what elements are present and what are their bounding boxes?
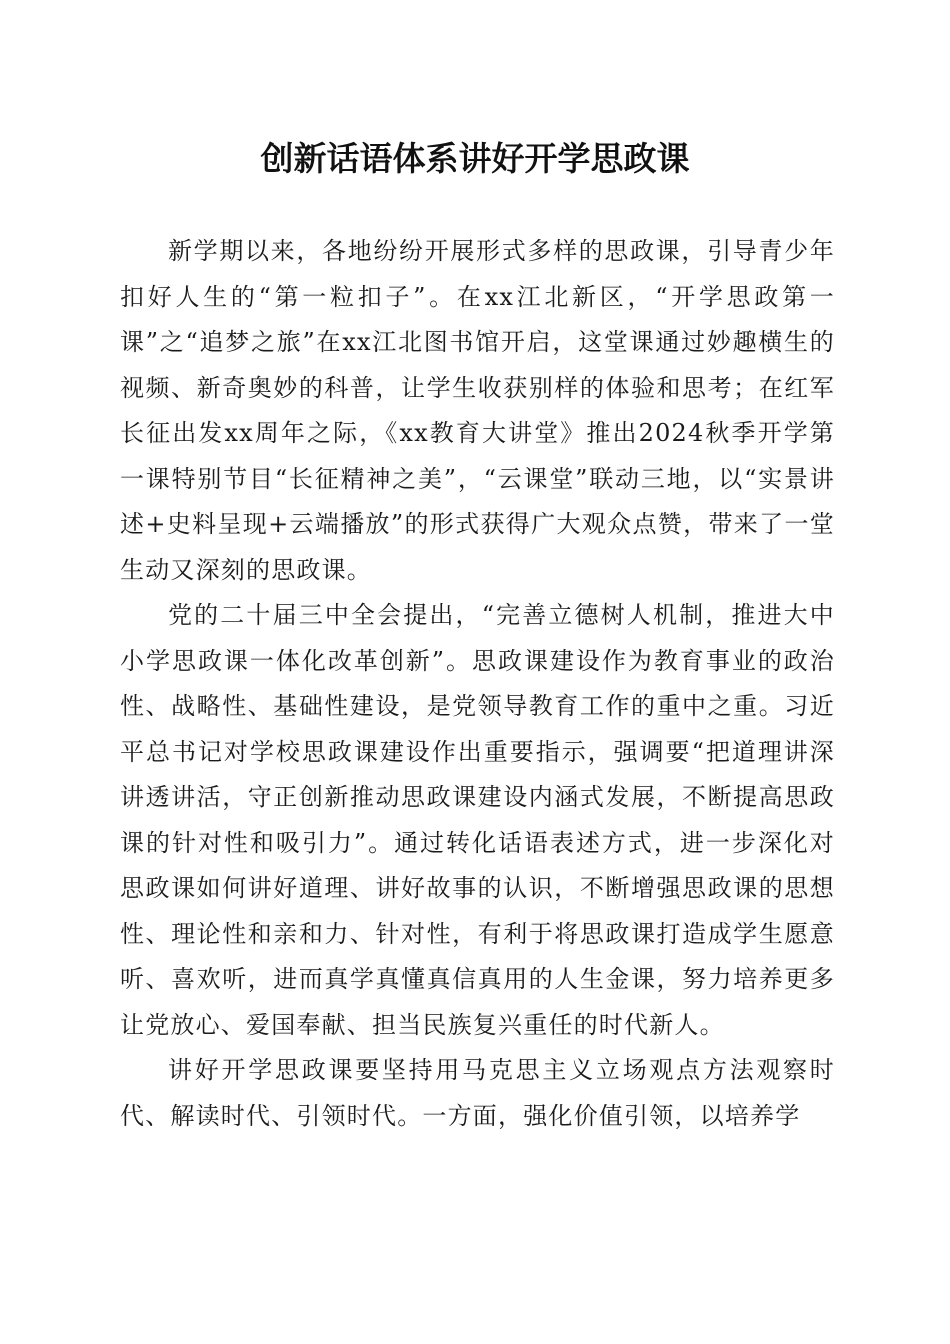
document-body: [120, 229, 835, 1139]
paragraph-1: 新学期以来，各地纷纷开展形式多样的思政课，引导青少年扣好人生的“第一粒扣子”。在xx江北新区，“开学思政第一课”之“追梦之旅”在xx江北图书馆开启，这堂课通过妙趣横生的视频、新奇奥妙的科普，让学生收获别样的体验和思考；在红军长征出发xx周年之际，《xx教育大讲堂》推出2024秋季开学第一课特别节目“长征精神之美”，“云课堂”联动三地，以“实景讲述+史料呈现+云端播放”的形式获得广大观众点赞，带来了一堂生动又深刻的思政课。: [120, 237, 835, 584]
paragraph-2: 党的二十届三中全会提出，“完善立德树人机制，推进大中小学思政课一体化改革创新”。思政课建设作为教育事业的政治性、战略性、基础性建设，是党领导教育工作的重中之重。习近平总书记对学校思政课建设作出重要指示，强调要“把道理讲深讲透讲活，守正创新推动思政课建设内涵式发展，不断提高思政课的针对性和吸引力”。通过转化话语表述方式，进一步深化对思政课如何讲好道理、讲好故事的认识，不断增强思政课的思想性、理论性和亲和力、针对性，有利于将思政课打造成学生愿意听、喜欢听，进而真学真懂真信真用的人生金课，努力培养更多让党放心、爱国奉献、担当民族复兴重任的时代新人。: [120, 601, 835, 1039]
document-title: 创新话语体系讲好开学思政课: [260, 139, 690, 178]
paragraph-3: 讲好开学思政课要坚持用马克思主义立场观点方法观察时代、解读时代、引领时代。一方面，强化价值引领，以培养学: [120, 1056, 835, 1130]
